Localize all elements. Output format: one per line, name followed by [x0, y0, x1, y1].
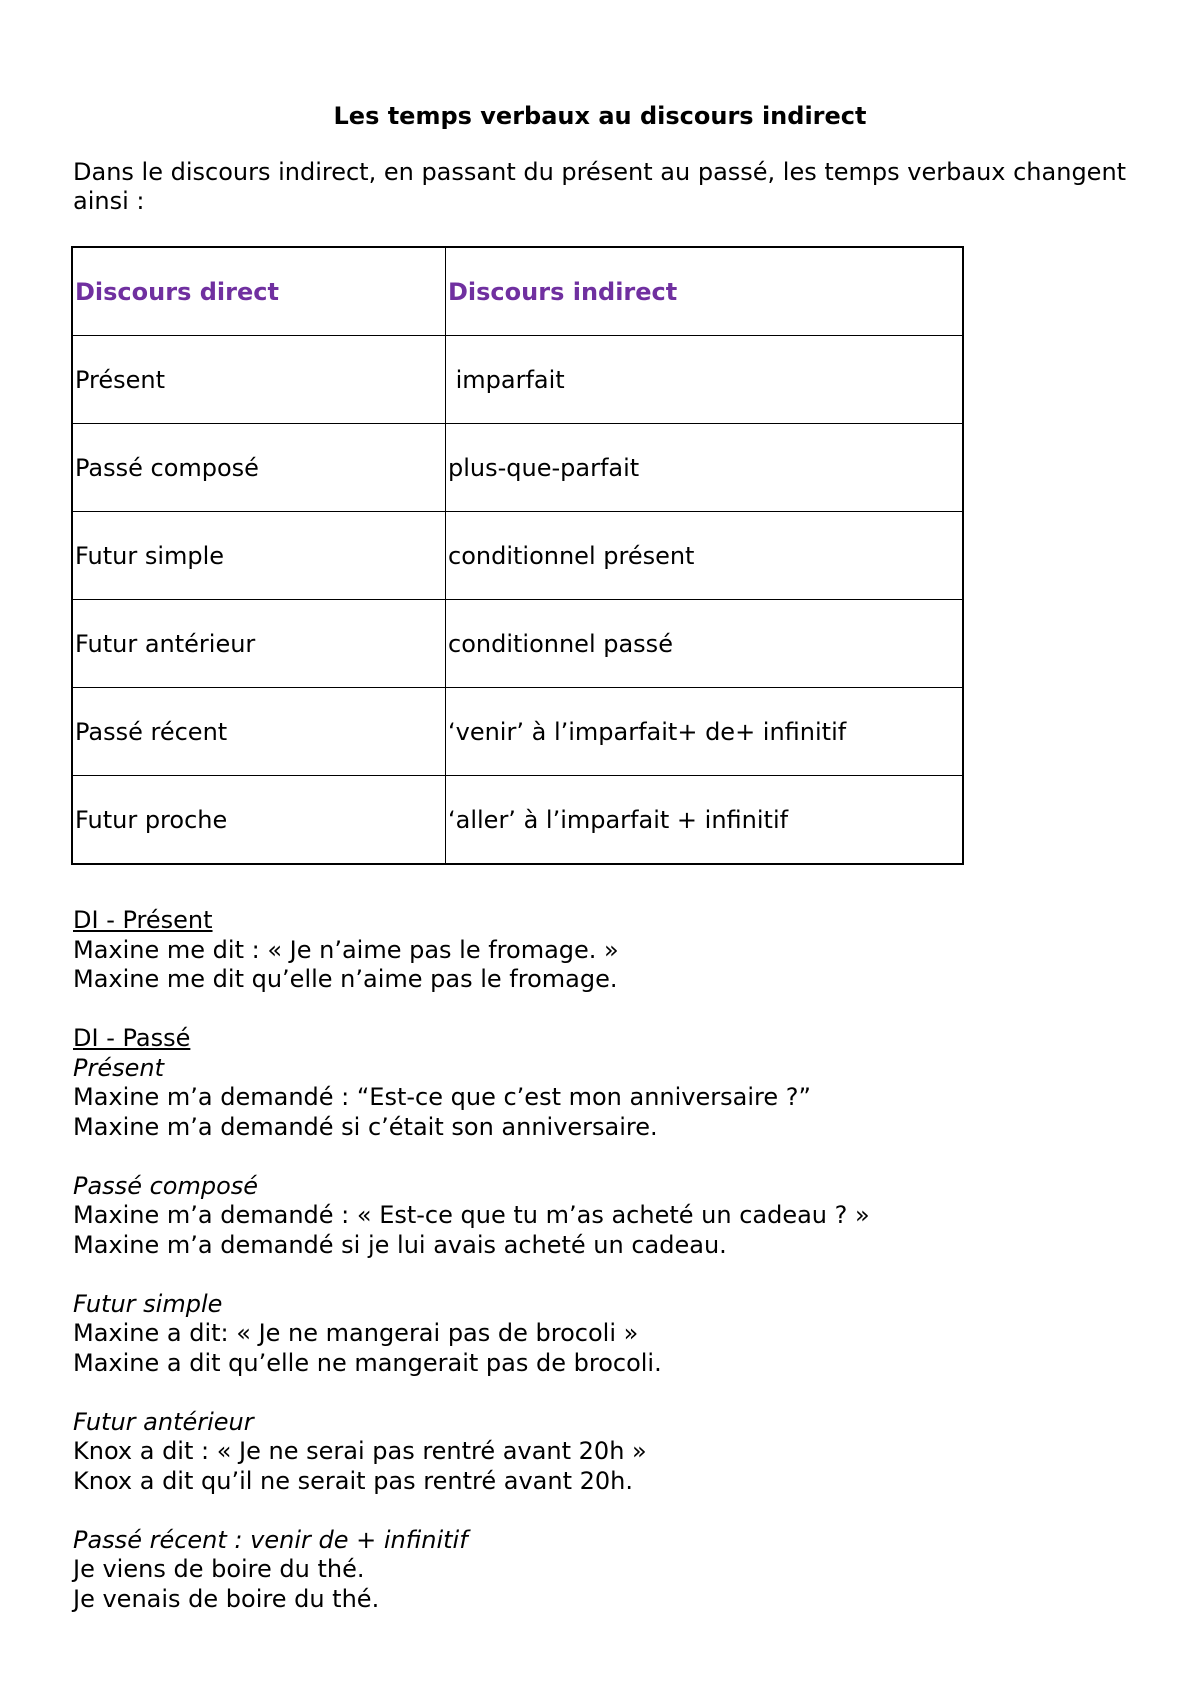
group-label: Passé composé — [73, 1171, 259, 1200]
indirect-cell: plus-que-parfait — [446, 424, 964, 512]
example-indirect: Maxine m’a demandé si je lui avais acheté un cadeau. — [73, 1230, 727, 1259]
example-indirect: Knox a dit qu’il ne serait pas rentré avant 20h. — [73, 1466, 633, 1495]
indirect-cell: ‘aller’ à l’imparfait + infinitif — [446, 776, 964, 865]
table-row — [72, 776, 963, 865]
direct-cell: Passé composé — [72, 424, 446, 512]
direct-cell: Présent — [72, 336, 446, 424]
examples-section — [73, 906, 1133, 1614]
example-indirect: Je venais de boire du thé. — [73, 1584, 380, 1613]
example-direct: Je viens de boire du thé. — [73, 1555, 365, 1583]
group-label: Futur simple — [73, 1289, 223, 1318]
tense-table — [71, 246, 964, 865]
direct-cell: Futur antérieur — [72, 600, 446, 688]
example-direct: Maxine m’a demandé : « Est-ce que tu m’as acheté un cadeau ? » — [73, 1201, 870, 1229]
table-row — [72, 512, 963, 600]
example-direct: Knox a dit : « Je ne serai pas rentré avant 20h » — [73, 1437, 647, 1465]
example-direct: Maxine m’a demandé : “Est-ce que c’est mon anniversaire ?” — [73, 1083, 811, 1111]
table-row — [72, 600, 963, 688]
table-row — [72, 688, 963, 776]
spacer — [73, 1496, 1133, 1526]
table-header-row — [72, 247, 963, 336]
spacer — [73, 995, 1133, 1025]
indirect-cell: conditionnel passé — [446, 600, 964, 688]
indirect-cell: imparfait — [446, 336, 964, 424]
table-row — [72, 336, 963, 424]
group-label: Présent — [73, 1053, 164, 1082]
header-indirect: Discours indirect — [446, 247, 964, 336]
direct-cell: Futur proche — [72, 776, 446, 865]
di-passe-heading: DI - Passé — [73, 1024, 191, 1052]
group-label: Passé récent : venir de + infinitif — [73, 1525, 468, 1554]
direct-cell: Passé récent — [72, 688, 446, 776]
spacer — [73, 1260, 1133, 1290]
spacer — [73, 1142, 1133, 1172]
example-indirect: Maxine a dit qu’elle ne mangerait pas de brocoli. — [73, 1348, 662, 1377]
direct-cell: Futur simple — [72, 512, 446, 600]
indirect-cell: ‘venir’ à l’imparfait+ de+ infinitif — [446, 688, 964, 776]
page-title: Les temps verbaux au discours indirect — [333, 102, 867, 130]
spacer — [73, 1378, 1133, 1408]
group-label: Futur antérieur — [73, 1407, 254, 1436]
example-direct: Maxine a dit: « Je ne mangerai pas de brocoli » — [73, 1319, 639, 1347]
intro-paragraph: Dans le discours indirect, en passant du présent au passé, les temps verbaux changent ainsi : — [73, 158, 1127, 215]
example-direct: Maxine me dit : « Je n’aime pas le fromage. » — [73, 935, 619, 964]
table-row — [72, 424, 963, 512]
di-present-heading: DI - Présent — [73, 906, 213, 934]
header-direct: Discours direct — [72, 247, 446, 336]
indirect-cell: conditionnel présent — [446, 512, 964, 600]
example-indirect: Maxine m’a demandé si c’était son anniversaire. — [73, 1112, 658, 1141]
example-indirect: Maxine me dit qu’elle n’aime pas le fromage. — [73, 965, 618, 993]
